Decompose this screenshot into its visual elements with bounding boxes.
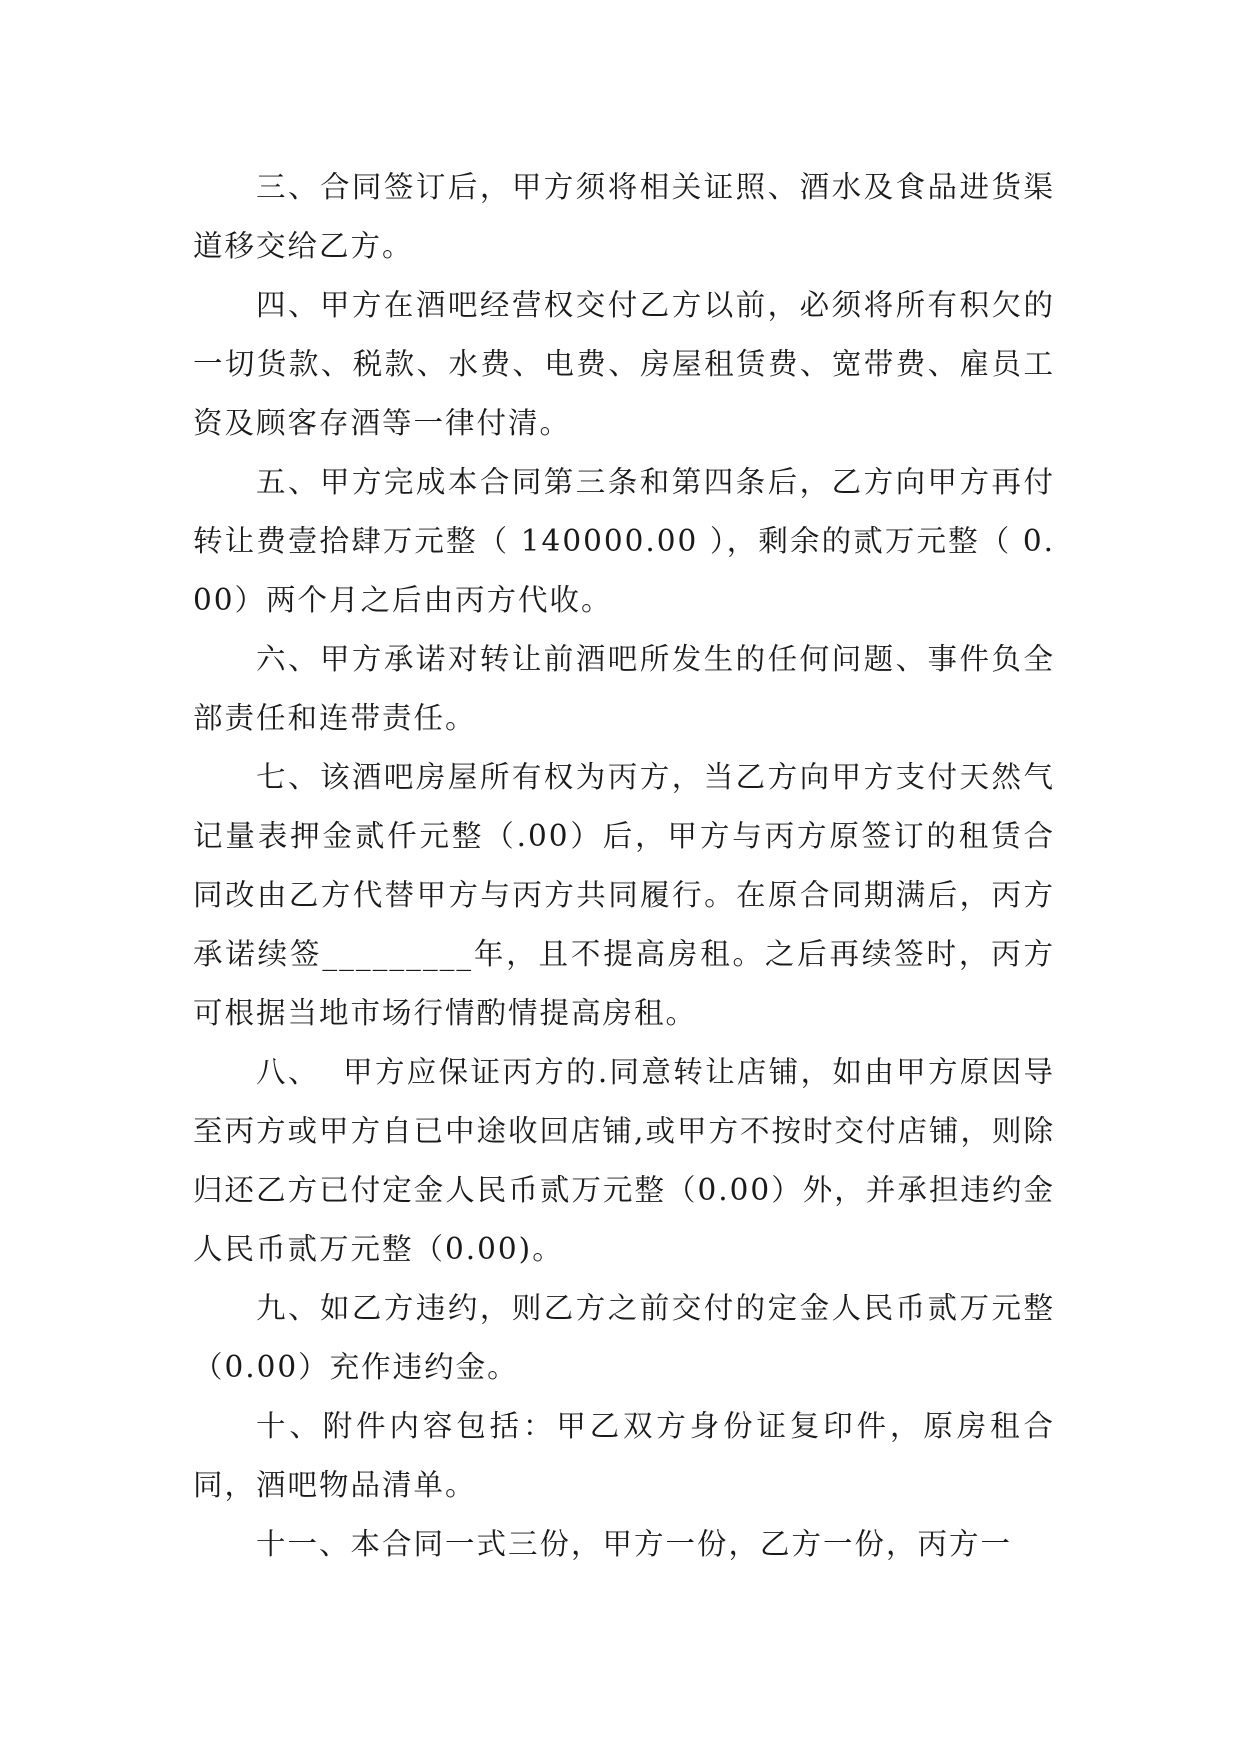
clause-3: 三、合同签订后，甲方须将相关证照、酒水及食品进货渠道移交给乙方。 bbox=[193, 170, 1055, 263]
clause-4: 四、甲方在酒吧经营权交付乙方以前，必须将所有积欠的一切货款、税款、水费、电费、房屋租赁费、宽带费、雇员工资及顾客存酒等一律付清。 bbox=[193, 288, 1055, 440]
contract-body bbox=[193, 158, 1055, 1574]
clause-6: 六、甲方承诺对转让前酒吧所发生的任何问题、事件负全部责任和连带责任。 bbox=[193, 642, 1055, 735]
clause-8: 八、 甲方应保证丙方的.同意转让店铺，如由甲方原因导至丙方或甲方自已中途收回店铺,或甲方不按时交付店铺，则除归还乙方已付定金人民币贰万元整（0.00）外，并承担违约金人民币贰万元整（0.00)。 bbox=[193, 1055, 1055, 1266]
clause-9: 九、如乙方违约，则乙方之前交付的定金人民币贰万元整（0.00）充作违约金。 bbox=[193, 1291, 1055, 1384]
clause-5: 五、甲方完成本合同第三条和第四条后，乙方向甲方再付转让费壹拾肆万元整（ 140000.00 ），剩余的贰万元整（ 0.00）两个月之后由丙方代收。 bbox=[193, 465, 1055, 617]
clause-11: 十一、本合同一式三份，甲方一份，乙方一份，丙方一 bbox=[256, 1527, 1013, 1561]
clause-10: 十、附件内容包括：甲乙双方身份证复印件，原房租合同，酒吧物品清单。 bbox=[193, 1409, 1055, 1502]
clause-7: 七、该酒吧房屋所有权为丙方，当乙方向甲方支付天然气记量表押金贰仟元整（.00）后，甲方与丙方原签订的租赁合同改由乙方代替甲方与丙方共同履行。在原合同期满后，丙方承诺续签_________年，且不提高房租。之后再续签时，丙方可根据当地市场行情酌情提高房租。 bbox=[193, 760, 1055, 1030]
